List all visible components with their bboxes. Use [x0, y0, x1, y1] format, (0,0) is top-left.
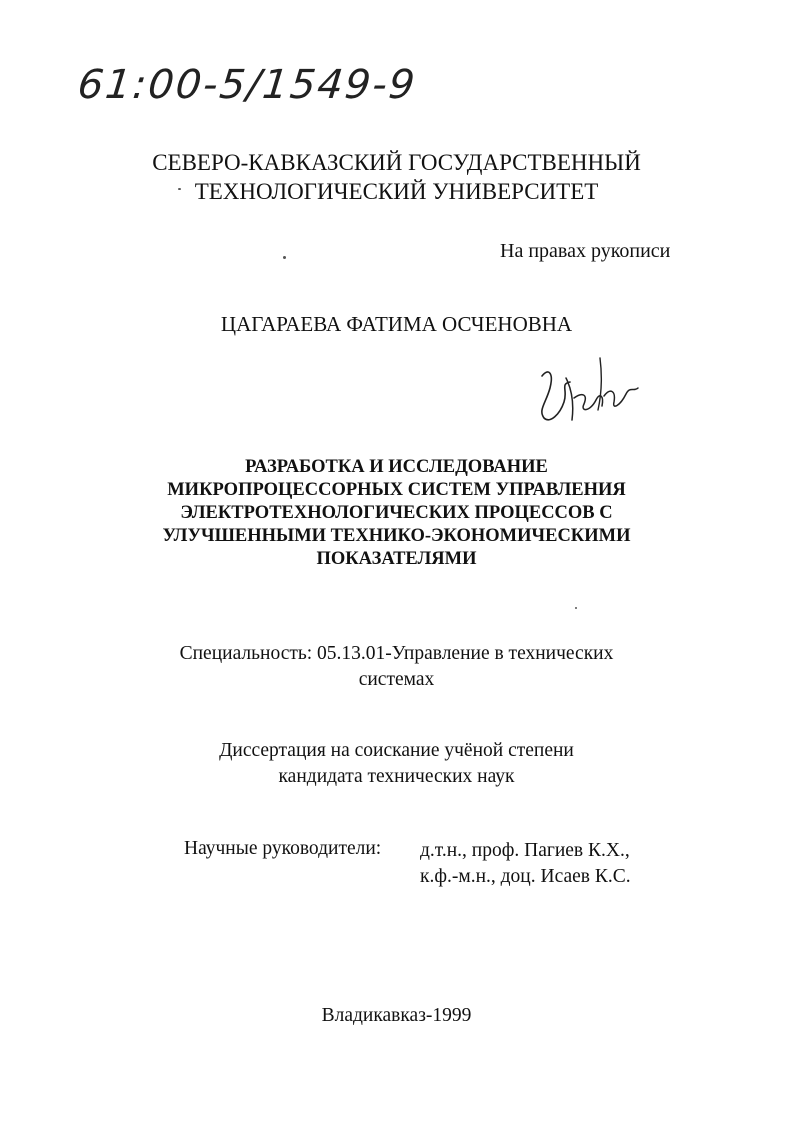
supervisor-1: д.т.н., проф. Пагиев К.Х.,: [420, 840, 630, 861]
university-name: [0, 148, 793, 206]
author-name: ЦАГАРАЕВА ФАТИМА ОСЧЕНОВНА: [220, 312, 573, 336]
dissertation-title: [0, 456, 793, 571]
archive-code: 61:00-5/1549-9: [75, 62, 419, 108]
manuscript-rights: На правах рукописи: [500, 240, 671, 262]
university-line-2: ТЕХНОЛОГИЧЕСКИЙ УНИВЕРСИТЕТ: [194, 179, 599, 204]
supervisor-2: к.ф.-м.н., доц. Исаев К.С.: [420, 866, 631, 887]
specialty-line-1: Специальность: 05.13.01-Управление в технических: [179, 643, 614, 664]
title-line: ПОКАЗАТЕЛЯМИ: [316, 549, 477, 569]
signature-image: [530, 348, 660, 438]
supervisors-label: Научные руководители:: [184, 838, 382, 859]
scan-speck: [178, 188, 181, 190]
title-line: УЛУЧШЕННЫМИ ТЕХНИКО-ЭКОНОМИЧЕСКИМИ: [162, 526, 631, 546]
scan-speck: [283, 256, 286, 259]
title-line: РАЗРАБОТКА И ИССЛЕДОВАНИЕ: [245, 457, 548, 477]
university-line-1: СЕВЕРО-КАВКАЗСКИЙ ГОСУДАРСТВЕННЫЙ: [152, 150, 641, 175]
specialty-line-2: системах: [358, 669, 435, 690]
degree-statement: [0, 738, 793, 790]
specialty: [0, 641, 793, 693]
title-line: МИКРОПРОЦЕССОРНЫХ СИСТЕМ УПРАВЛЕНИЯ: [167, 480, 626, 500]
degree-line-1: Диссертация на соискание учёной степени: [219, 740, 574, 761]
supervisors-list: [420, 838, 631, 890]
title-line: ЭЛЕКТРОТЕХНОЛОГИЧЕСКИХ ПРОЦЕССОВ С: [180, 503, 613, 523]
scan-speck: [575, 607, 577, 609]
city-year: Владикавказ-1999: [321, 1005, 472, 1026]
degree-line-2: кандидата технических наук: [278, 766, 515, 787]
